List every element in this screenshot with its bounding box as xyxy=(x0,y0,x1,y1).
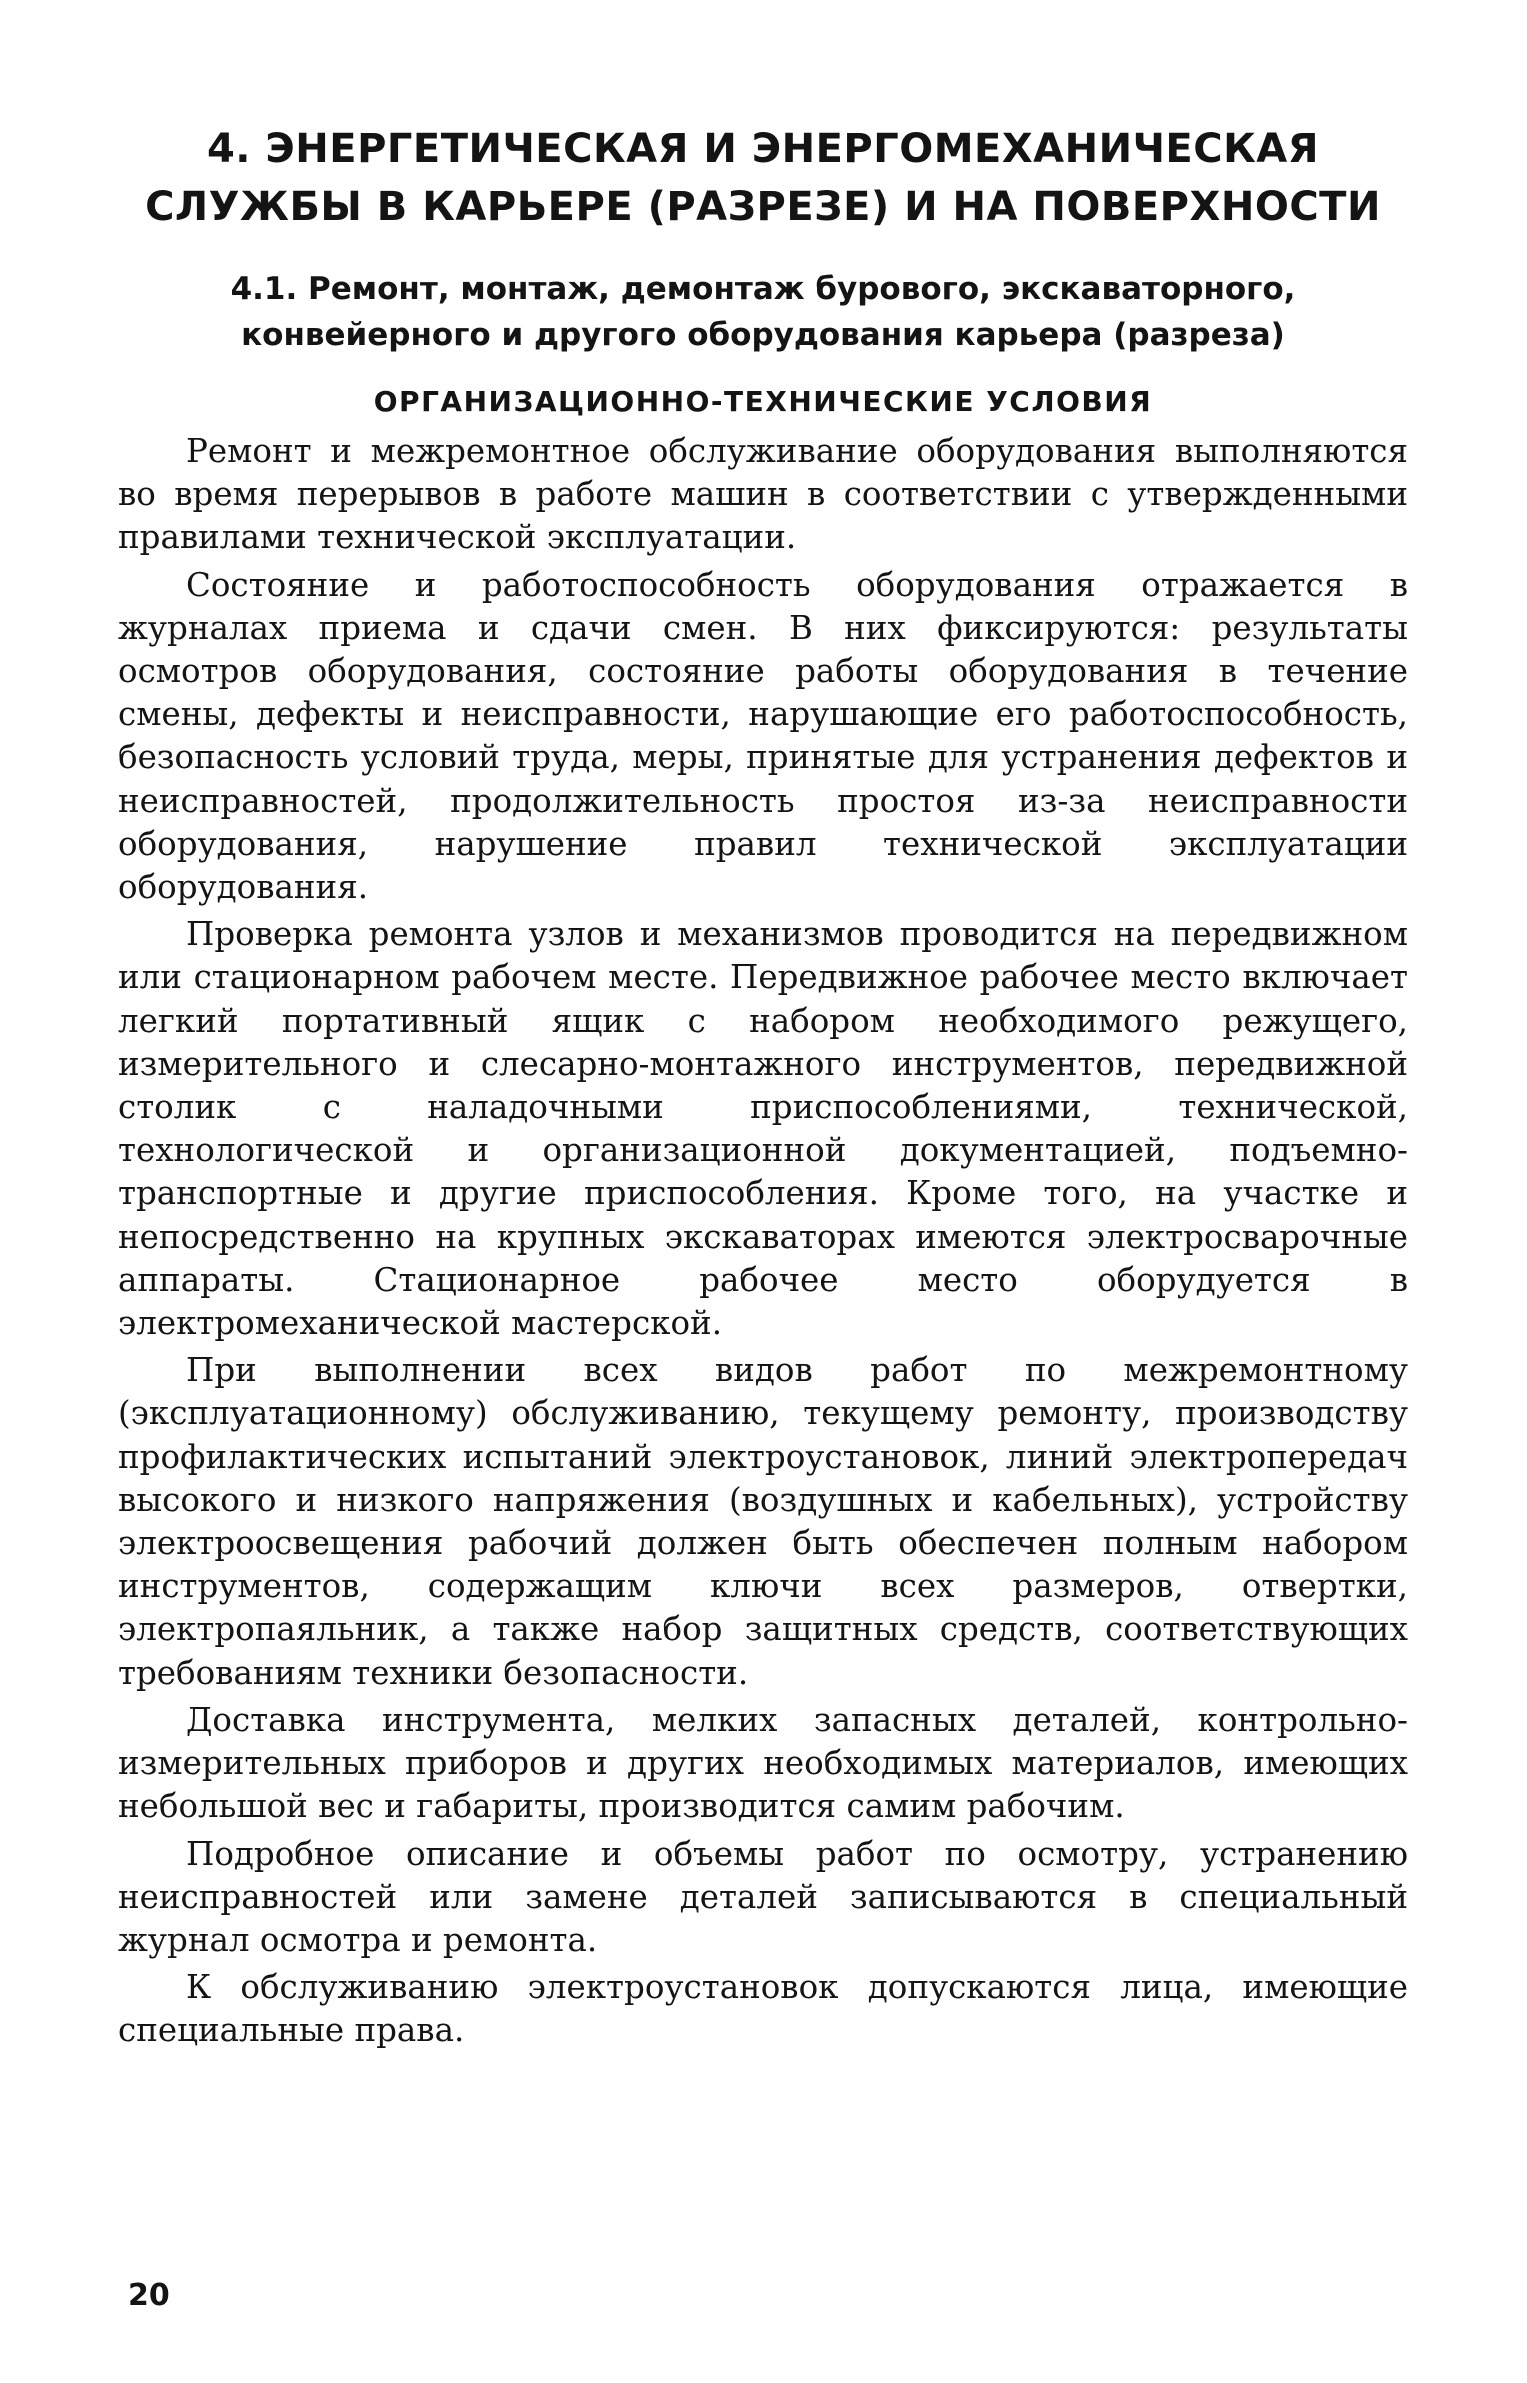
paragraph-6: Подробное описание и объемы работ по осмотру, устранению неисправностей или замене деталей записываются в специальный журнал осмотра и ремонта. xyxy=(118,1834,1408,1959)
paragraph-4: При выполнении всех видов работ по межремонтному (эксплуатационному) обслуживанию, текущему ремонту, производству профилактических испытаний электроустановок, линий электропередач высокого и низкого напряжения (воздушных и кабельных), устройству электроосвещения рабочий должен быть обеспечен полным набором инструментов, содержащим ключи всех размеров, отвертки, электропаяльник, а также набор защитных средств, соответствующих требованиям техники безопасности. xyxy=(118,1351,1408,1692)
section-title-line-2: конвейерного и другого оборудования карьера (разреза) xyxy=(241,317,1285,353)
subsection-title: ОРГАНИЗАЦИОННО-ТЕХНИЧЕСКИЕ УСЛОВИЯ xyxy=(373,385,1153,418)
page-number: 20 xyxy=(128,2278,170,2313)
body-text xyxy=(118,430,1408,2053)
chapter-title-line-1: 4. ЭНЕРГЕТИЧЕСКАЯ И ЭНЕРГОМЕХАНИЧЕСКАЯ xyxy=(206,126,1320,172)
section-title xyxy=(118,266,1408,358)
paragraph-7: К обслуживанию электроустановок допускаются лица, имеющие специальные права. xyxy=(118,1968,1408,2050)
paragraph-5: Доставка инструмента, мелких запасных деталей, контрольно-измерительных приборов и других необходимых материалов, имеющих небольшой вес и габариты, производится самим рабочим. xyxy=(118,1700,1408,1826)
chapter-title xyxy=(118,120,1408,236)
paragraph-2: Состояние и работоспособность оборудования отражается в журналах приема и сдачи смен. В них фиксируются: результаты осмотров оборудования, состояние работы оборудования в течение смены, дефекты и неисправности, нарушающие его работоспособность, безопасность условий труда, меры, принятые для устранения дефектов и неисправностей, продолжительность простоя из-за неисправности оборудования, нарушение правил технической эксплуатации оборудования. xyxy=(118,565,1408,907)
book-page xyxy=(118,120,1408,2340)
chapter-title-line-2: СЛУЖБЫ В КАРЬЕРЕ (РАЗРЕЗЕ) И НА ПОВЕРХНОСТИ xyxy=(145,184,1381,230)
section-title-line-1: 4.1. Ремонт, монтаж, демонтаж бурового, экскаваторного, xyxy=(230,271,1296,307)
paragraph-3: Проверка ремонта узлов и механизмов проводится на передвижном или стационарном рабочем месте. Передвижное рабочее место включает легкий портативный ящик с набором необходимого режущего, измерительного и слесарно-монтажного инструментов, передвижной столик с наладочными приспособлениями, технической, технологической и организационной документацией, подъемно-транспортные и другие приспособления. Кроме того, на участке и непосредственно на крупных экскаваторах имеются электросварочные аппараты. Стационарное рабочее место оборудуется в электромеханической мастерской. xyxy=(118,915,1408,1343)
paragraph-1: Ремонт и межремонтное обслуживание оборудования выполняются во время перерывов в работе машин в соответствии с утвержденными правилами технической эксплуатации. xyxy=(118,432,1408,557)
